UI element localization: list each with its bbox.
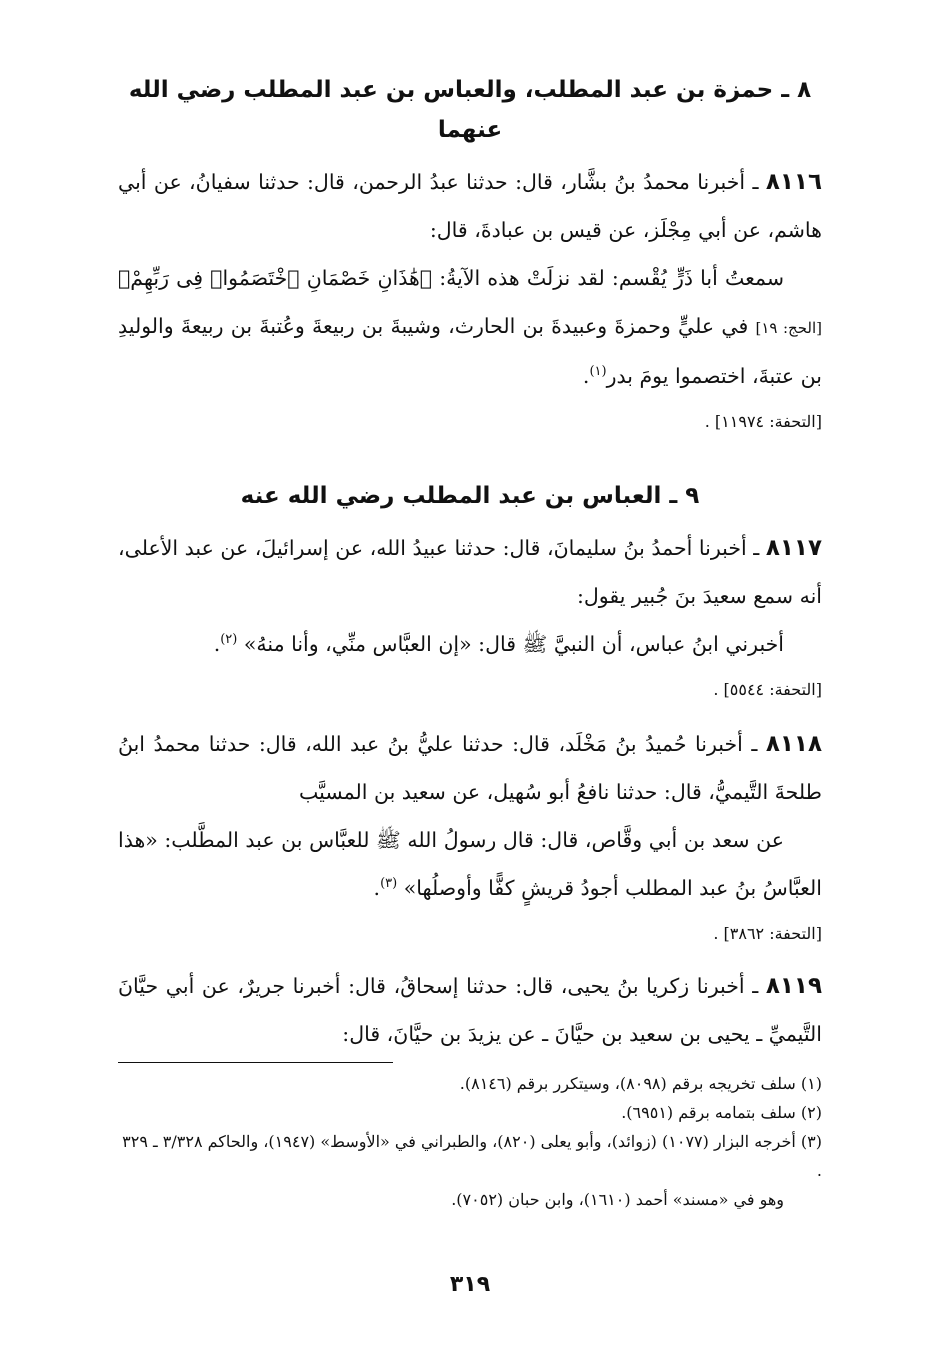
footnote-2: (٢) سلف بتمامه برقم (٦٩٥١).: [621, 1103, 822, 1122]
footnotes: [118, 1069, 822, 1214]
tuhfa-reference: [التحفة: ٥٥٤٤] .: [713, 680, 822, 699]
hadith-number: ٨١١٩: [765, 973, 822, 999]
footnote-1: (١) سلف تخريجه برقم (٨٠٩٨)، وسيتكرر برقم (٨١٤٦).: [459, 1074, 822, 1093]
footnote-3: (٣) أخرجه البزار (١٠٧٧) (زوائد)، وأبو يعلى (٨٢٠)، والطبراني في «الأوسط» (١٩٤٧)، والحاكم ٣/٣٢٨ ـ ٣٢٩ .: [122, 1132, 822, 1180]
hadith-number: ٨١١٦: [765, 169, 822, 195]
section-9-heading: ٩ ـ العباس بن عبد المطلب رضي الله عنه: [240, 483, 700, 509]
hadith-8119-isnad: ٨١١٩ ـ أخبرنا زكريا بنُ يحيى، قال: حدثنا إسحاقُ، قال: أخبرنا جريرٌ، عن أبي حيَّانَ التَّيميِّ ـ يحيى بن سعيد بن حيَّانَ ـ عن يزيدَ بن حيَّانَ، قال:: [118, 973, 822, 1046]
footnote-3-continuation: وهو في «مسند» أحمد (١٦١٠)، وابن حبان (٧٠٥٢).: [451, 1190, 784, 1209]
hadith-number: ٨١١٨: [765, 731, 822, 757]
hadith-number: ٨١١٧: [765, 535, 822, 561]
quran-verse: ﴿هَٰذَانِ خَصْمَانِ ٱخْتَصَمُوا۟ فِى رَبِّهِمْ﴾: [118, 266, 433, 290]
tuhfa-reference: [التحفة: ٣٨٦٢] .: [713, 924, 822, 943]
hadith-8117-matn: أخبرني ابنُ عباس، أن النبيَّ ﷺ قال: «إن العبَّاس منِّي، وأنا منهُ» $^{(٢)}$.: [213, 632, 784, 656]
hadith-8118-matn: عن سعد بن أبي وقَّاص، قال: قال رسولُ الله ﷺ للعبَّاس بن عبد المطَّلب: «هذا العبَّاسُ بنُ عبد المطلب أجودُ قريشٍ كفًّا وأوصلُها» $^{(٣)}$.: [118, 828, 822, 900]
footnote-marker[interactable]: (٣): [380, 876, 398, 892]
page-number: ٣١٩: [449, 1272, 491, 1297]
hadith-8116-isnad: ٨١١٦ ـ أخبرنا محمدُ بنُ بشَّار، قال: حدثنا عبدُ الرحمن، قال: حدثنا سفيانُ، عن أبي هاشم، عن أبي مِجْلَز، عن قيس بن عبادةَ، قال:: [118, 169, 822, 242]
footnote-marker[interactable]: (٢): [220, 632, 238, 648]
footnote-marker[interactable]: (١): [589, 364, 607, 380]
page-body: [118, 70, 822, 1214]
tuhfa-reference: [التحفة: ١١٩٧٤] .: [704, 412, 822, 431]
quran-reference: [الحج: ١٩]: [755, 319, 822, 337]
hadith-8118-isnad: ٨١١٨ ـ أخبرنا حُميدُ بنُ مَخْلَد، قال: حدثنا عليُّ بنُ عبد الله، قال: حدثنا محمدُ ابنُ طلحةَ التَّيميُّ، قال: حدثنا نافعُ أبو سُهيل، عن سعيد بن المسيَّب: [118, 731, 822, 804]
hadith-8117-isnad: ٨١١٧ ـ أخبرنا أحمدُ بنُ سليمانَ، قال: حدثنا عبيدُ الله، عن إسرائيلَ، عن عبد الأعلى، أنه سمع سعيدَ بنَ جُبير يقول:: [118, 535, 822, 608]
hadith-8116-matn: سمعتُ أبا ذَرٍّ يُقْسم: لقد نزلَتْ هذه الآيةُ: ﴿هَٰذَانِ خَصْمَانِ ٱخْتَصَمُوا۟ فِى رَبِّهِمْ﴾ [الحج: ١٩] في عليٍّ وحمزةَ وعبيدةَ بن الحارث، وشيبةَ بن ربيعةَ وعُتبةَ بن ربيعةَ والوليدِ بن عتبةَ، اختصموا يومَ بدر$^{(١)}$.: [118, 266, 822, 388]
section-8-heading: ٨ ـ حمزة بن عبد المطلب، والعباس بن عبد المطلب رضي الله عنهما: [128, 77, 812, 143]
footnote-divider: [118, 1062, 393, 1063]
